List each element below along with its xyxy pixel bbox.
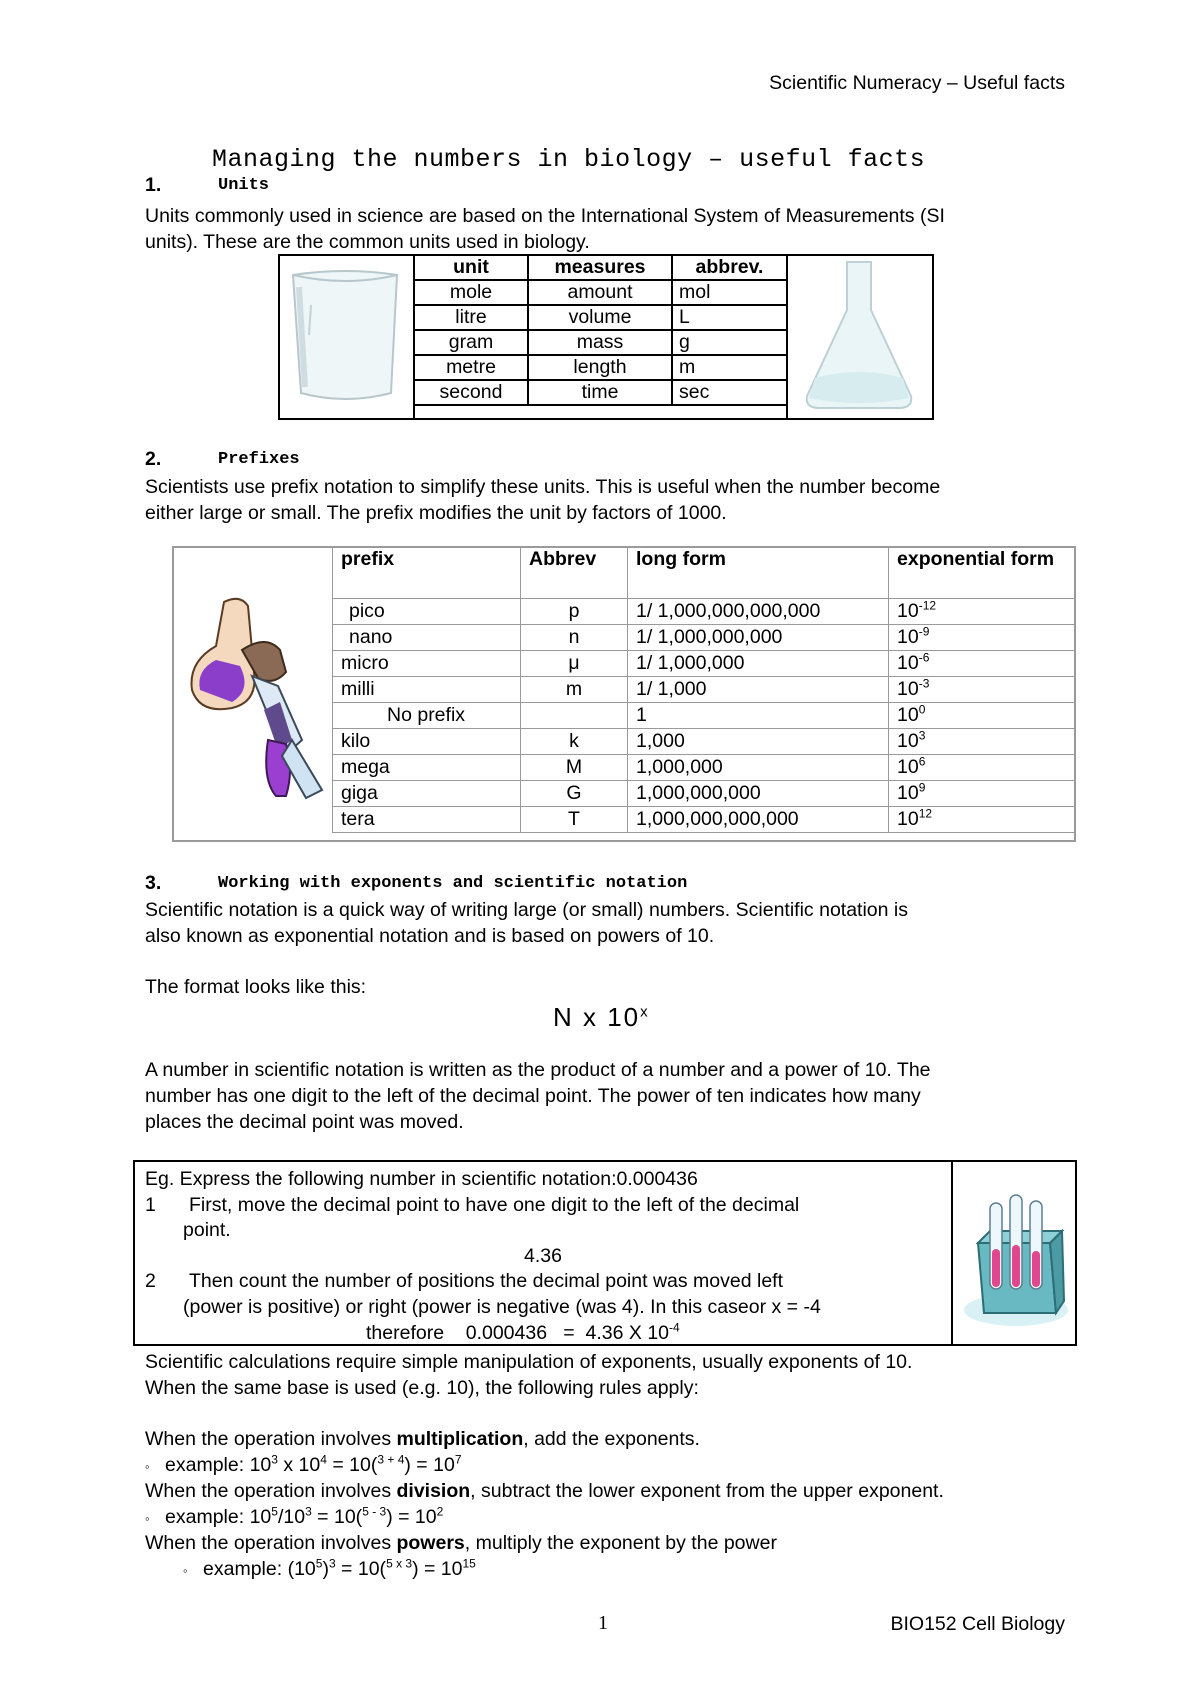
bullet: ◦ [145, 1511, 150, 1526]
exp-base: 10 [897, 808, 919, 830]
abbrev-cell: n [521, 625, 628, 651]
bullet: ◦ [145, 1459, 150, 1474]
example-label: example: [165, 1454, 250, 1476]
example-result-text: therefore 0.000436 = 4.36 X 10 [366, 1322, 670, 1344]
exp-power: 9 [918, 780, 926, 795]
exp-power: 0 [918, 702, 926, 717]
rule-text: When the operation involves [145, 1480, 397, 1502]
exp-base: 10 [897, 652, 919, 674]
exp-power: 12 [918, 806, 933, 821]
measures-cell: amount [528, 280, 672, 305]
rule-keyword: powers [396, 1532, 465, 1554]
test-tube-rack-icon [958, 1185, 1074, 1335]
long-form-cell: 1,000,000,000,000 [628, 807, 889, 833]
long-form-cell: 1/ 1,000,000,000,000 [628, 599, 889, 625]
exp-power: -12 [918, 598, 937, 613]
rule-division-example: ◦ example: $10^5/10^3 = 10(^{5 - 3}) = 10^2$ [145, 1504, 444, 1528]
prefix-name: nano [349, 626, 393, 648]
table-header-row [333, 547, 1076, 599]
table-header-row [414, 255, 787, 280]
header-cell: measures [528, 255, 672, 280]
abbrev-cell: m [521, 677, 628, 703]
example-result [366, 1320, 680, 1346]
section-title: Working with exponents and scientific notation [218, 874, 688, 893]
example-value: 4.36 [524, 1245, 562, 1267]
abbrev-cell: p [521, 599, 628, 625]
table-row [333, 651, 1076, 677]
prefix-cell [333, 703, 521, 729]
rule-keyword: division [396, 1480, 471, 1502]
flask-icon [795, 258, 923, 413]
long-form-cell: 1/ 1,000,000,000 [628, 625, 889, 651]
example-step-2-number: 2 [145, 1270, 156, 1292]
long-form-cell: 1/ 1,000,000 [628, 651, 889, 677]
exponential-cell [889, 703, 1076, 729]
prefix-cell [333, 625, 521, 651]
example-label: example: [165, 1506, 250, 1528]
exp-power: -9 [918, 624, 930, 639]
prefix-name: pico [349, 600, 385, 622]
units-table [413, 254, 788, 406]
table-row [333, 781, 1076, 807]
header-cell: abbrev. [672, 255, 787, 280]
header-cell: long form [628, 547, 889, 599]
units-paragraph-line-1: Units commonly used in science are based on the International System of Measurements (SI [145, 205, 945, 227]
abbrev-cell: T [521, 807, 628, 833]
prefix-cell [333, 781, 521, 807]
table-row [414, 380, 787, 405]
measures-cell: volume [528, 305, 672, 330]
header-cell: Abbrev [521, 547, 628, 599]
rule-multiplication-example: ◦ example: $10^3$ x $10^4 = 10(^{3 + 4}) = 10^7$ [145, 1452, 462, 1476]
exponential-cell [889, 755, 1076, 781]
formula-base: N x 10 [553, 1002, 641, 1032]
unit-cell: metre [414, 355, 528, 380]
section-number: 2. [145, 448, 162, 470]
table-row [414, 280, 787, 305]
exponential-cell [889, 625, 1076, 651]
rule-text: When the operation involves [145, 1532, 397, 1554]
section-3-heading [145, 872, 688, 895]
exponential-cell [889, 807, 1076, 833]
rule-keyword: multiplication [396, 1428, 524, 1450]
long-form-cell: 1 [628, 703, 889, 729]
exp-power: -6 [918, 650, 930, 665]
bullet: ◦ [183, 1563, 188, 1578]
unit-cell: litre [414, 305, 528, 330]
abbrev-cell: sec [672, 380, 787, 405]
rule-text: When the operation involves [145, 1428, 397, 1450]
table-row [414, 305, 787, 330]
running-header: Scientific Numeracy – Useful facts [769, 72, 1065, 94]
page-title: Managing the numbers in biology – useful facts [212, 145, 926, 174]
section-title: Prefixes [218, 450, 300, 469]
exponential-cell [889, 651, 1076, 677]
long-form-cell: 1/ 1,000 [628, 677, 889, 703]
abbrev-cell: k [521, 729, 628, 755]
unit-cell: mole [414, 280, 528, 305]
unit-cell: second [414, 380, 528, 405]
rule-multiplication [145, 1426, 700, 1452]
prefixes-paragraph-line-2: either large or small. The prefix modifies the unit by factors of 1000. [145, 502, 727, 524]
exp-base: 10 [897, 782, 919, 804]
header-cell: exponential form [889, 547, 1076, 599]
exponential-cell [889, 677, 1076, 703]
table-row [333, 729, 1076, 755]
exp-power: -3 [918, 676, 930, 691]
prefix-name: mega [341, 756, 390, 778]
table-row [333, 755, 1076, 781]
measures-cell: time [528, 380, 672, 405]
prefix-cell [333, 677, 521, 703]
notation-paragraph-line-1: Scientific notation is a quick way of writing large (or small) numbers. Scientific notation is [145, 899, 908, 921]
rule-text: , add the exponents. [523, 1428, 700, 1450]
page-number: 1 [598, 1612, 608, 1634]
formula [553, 1002, 650, 1033]
measures-cell: length [528, 355, 672, 380]
exponential-cell [889, 781, 1076, 807]
prefix-cell [333, 599, 521, 625]
prefix-name: milli [341, 678, 375, 700]
prefix-cell [333, 729, 521, 755]
notation-paragraph2-line-2: number has one digit to the left of the decimal point. The power of ten indicates how many [145, 1085, 921, 1107]
prefix-cell [333, 651, 521, 677]
course-name: BIO152 Cell Biology [890, 1613, 1065, 1635]
exp-base: 10 [897, 600, 919, 622]
example-result-exponent: -4 [669, 1320, 680, 1335]
prefix-table [332, 546, 1076, 833]
abbrev-cell: L [672, 305, 787, 330]
table-row [333, 677, 1076, 703]
exp-base: 10 [897, 730, 919, 752]
header-cell: unit [414, 255, 528, 280]
exp-base: 10 [897, 626, 919, 648]
example-step-1-number: 1 [145, 1194, 156, 1216]
exponential-cell [889, 599, 1076, 625]
abbrev-cell: m [672, 355, 787, 380]
example-step-1-line-1: First, move the decimal point to have one digit to the left of the decimal [189, 1194, 800, 1216]
table-row [333, 625, 1076, 651]
abbrev-cell [521, 703, 628, 729]
table-row [333, 807, 1076, 833]
example-step-2-line-1: Then count the number of positions the decimal point was moved left [189, 1270, 783, 1292]
formula-exponent: x [640, 1003, 650, 1021]
section-2-heading [145, 448, 300, 471]
prefix-name: tera [341, 808, 375, 830]
exp-base: 10 [897, 756, 919, 778]
prefix-name: giga [341, 782, 378, 804]
rules-intro-line-1: Scientific calculations require simple manipulation of exponents, usually exponents of 10. [145, 1351, 913, 1373]
units-paragraph-line-2: units). These are the common units used in biology. [145, 231, 590, 253]
unit-cell: gram [414, 330, 528, 355]
example-label: example: [203, 1558, 288, 1580]
section-title: Units [218, 176, 270, 195]
prefix-cell [333, 807, 521, 833]
beaker-icon [285, 265, 407, 410]
abbrev-cell: mol [672, 280, 787, 305]
notation-paragraph-line-2: also known as exponential notation and is based on powers of 10. [145, 925, 715, 947]
notation-paragraph2-line-1: A number in scientific notation is written as the product of a number and a power of 10. The [145, 1059, 931, 1081]
exp-base: 10 [897, 704, 919, 726]
abbrev-cell: G [521, 781, 628, 807]
scientist-pouring-flask-icon [182, 590, 332, 830]
section-1-heading [145, 174, 270, 197]
abbrev-cell: μ [521, 651, 628, 677]
long-form-cell: 1,000,000 [628, 755, 889, 781]
prefix-name: No prefix [387, 704, 466, 726]
exp-power: 3 [918, 728, 926, 743]
rules-intro-line-2: When the same base is used (e.g. 10), the following rules apply: [145, 1377, 699, 1399]
example-step-2-line-2: (power is positive) or right (power is negative (was 4). In this caseor x = -4 [183, 1296, 821, 1318]
format-label: The format looks like this: [145, 976, 367, 998]
long-form-cell: 1,000 [628, 729, 889, 755]
table-row [333, 703, 1076, 729]
section-number: 3. [145, 872, 162, 894]
prefix-name: kilo [341, 730, 371, 752]
example-step-1-line-2: point. [183, 1219, 231, 1241]
section-number: 1. [145, 174, 162, 196]
example-intro: Eg. Express the following number in scientific notation:0.000436 [145, 1168, 698, 1190]
abbrev-cell: g [672, 330, 787, 355]
header-cell: prefix [333, 547, 521, 599]
rule-powers-example: ◦ example: $(10^5)^3 = 10(^{5 x 3}) = 10^{15}$ [183, 1556, 476, 1580]
prefix-cell [333, 755, 521, 781]
notation-paragraph2-line-3: places the decimal point was moved. [145, 1111, 464, 1133]
rule-text: , multiply the exponent by the power [464, 1532, 777, 1554]
long-form-cell: 1,000,000,000 [628, 781, 889, 807]
exponential-cell [889, 729, 1076, 755]
rule-text: , subtract the lower exponent from the upper exponent. [470, 1480, 944, 1502]
rule-powers [145, 1530, 777, 1556]
table-row [414, 330, 787, 355]
exp-base: 10 [897, 678, 919, 700]
abbrev-cell: M [521, 755, 628, 781]
prefix-name: micro [341, 652, 389, 674]
table-row [414, 355, 787, 380]
exp-power: 6 [918, 754, 926, 769]
table-row [333, 599, 1076, 625]
example-box-divider [951, 1160, 953, 1346]
prefixes-paragraph-line-1: Scientists use prefix notation to simplify these units. This is useful when the number become [145, 476, 941, 498]
rule-division [145, 1478, 944, 1504]
measures-cell: mass [528, 330, 672, 355]
